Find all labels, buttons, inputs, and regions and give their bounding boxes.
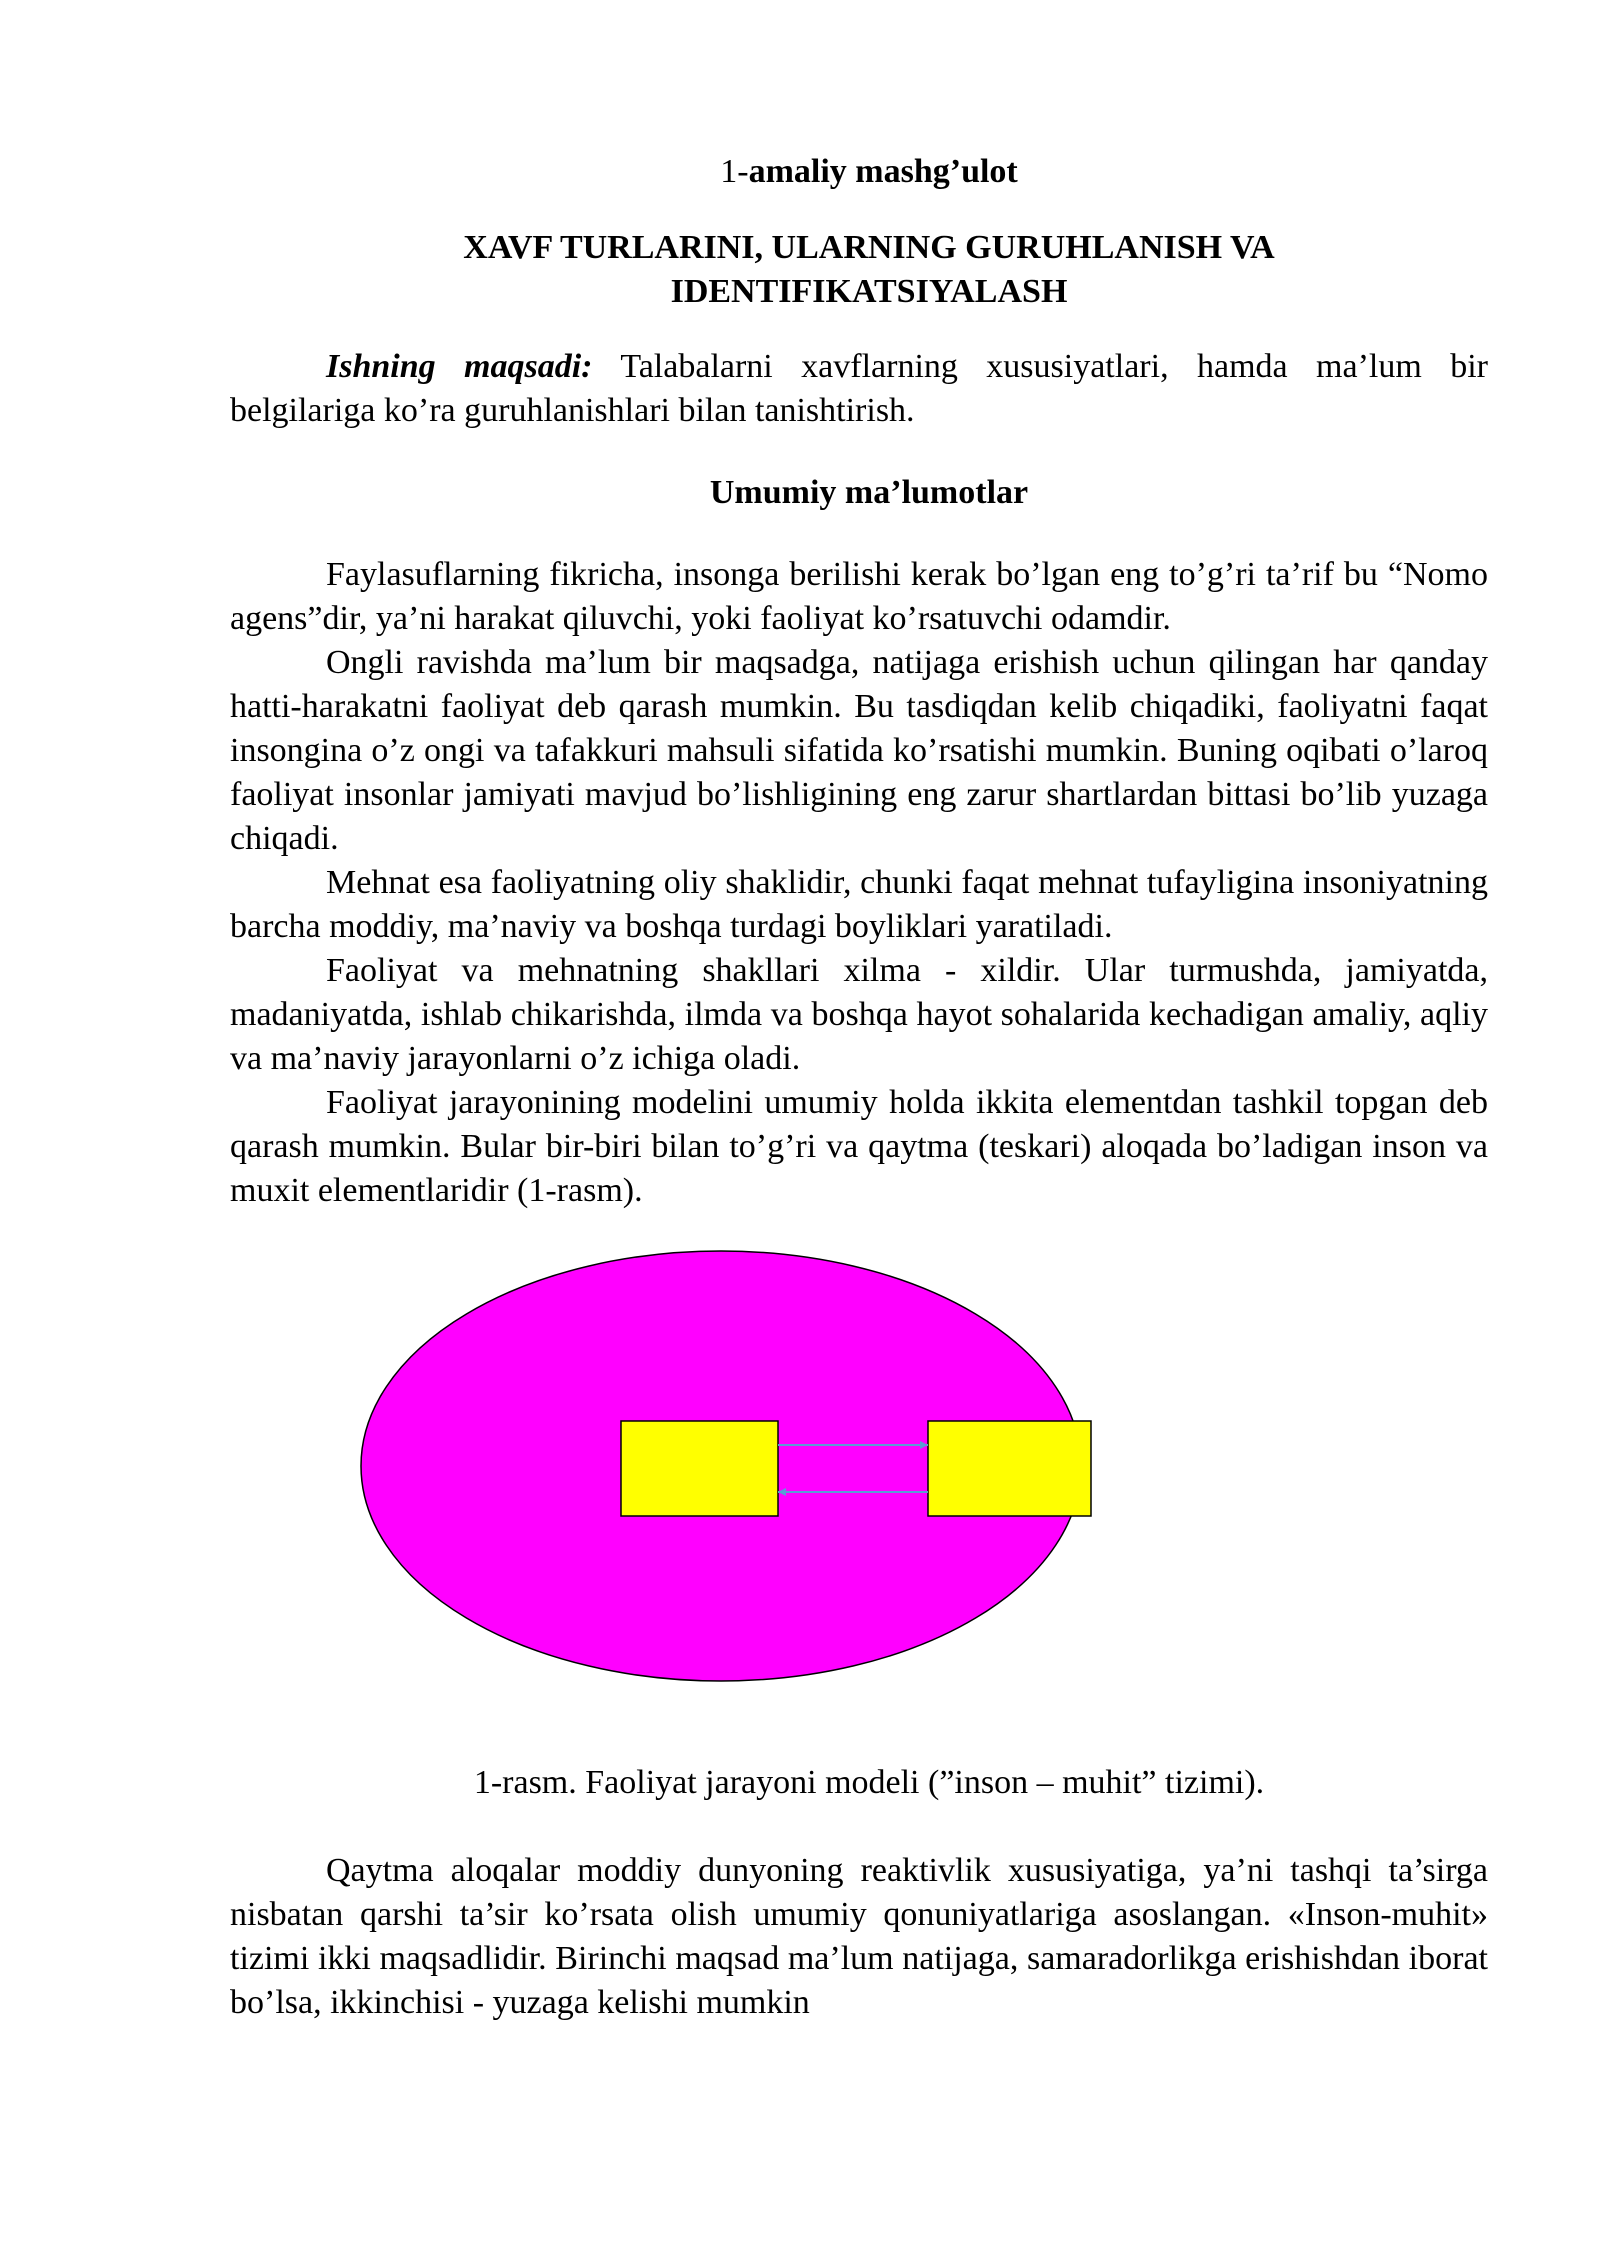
environment-box [928,1421,1091,1516]
body-paragraph-5: Faoliyat jarayonining modelini umumiy holda ikkita elementdan tashkil topgan deb qarash mumkin. Bular bir-biri bilan to’g’ri va qaytma (teskari) aloqada bo’ladigan inson va muxit elementlaridir (1-rasm). [230,1084,1488,1209]
title-line-2: IDENTIFIKATSIYALASH [670,273,1068,310]
figure-diagram [230,1243,1488,1713]
section-heading: Umumiy ma’lumotlar [709,474,1029,511]
document-title [230,226,1488,314]
figure-caption: 1-rasm. Faoliyat jarayoni modeli (”inson – muhit” tizimi). [473,1764,1265,1801]
body-paragraph-2: Ongli ravishda ma’lum bir maqsadga, natijaga erishish uchun qilingan har qanday hatti-harakatni faoliyat deb qarash mumkin. Bu tasdiqdan kelib chiqadiki, faoliyatni faqat insongina o’z ongi va tafakkuri mahsuli sifatida ko’rsatishi mumkin. Buning oqibati o’laroq faoliyat insonlar jamiyati mavjud bo’lishligining eng zarur shartlardan bittasi bo’lib yuzaga chiqadi. [230,644,1488,857]
lesson-number: 1- [720,153,749,190]
title-line-1: XAVF TURLARINI, ULARNING GURUHLANISH VA [463,229,1275,266]
document-page [230,150,1488,2025]
closing-paragraph: Qaytma aloqalar moddiy dunyoning reaktivlik xususiyatiga, ya’ni tashqi ta’sirga nisbatan qarshi ta’sir ko’rsata olish umumiy qonuniyatlariga asoslangan. «Inson-muhit» tizimi ikki maqsadlidir. Birinchi maqsad ma’lum natijaga, samaradorlikga erishishdan iborat bo’lsa, ikkinchisi - yuzaga kelishi mumkin [230,1852,1488,2021]
objective-text: Talabalarni xavflarning xususiyatlari, hamda ma’lum bir belgilariga ko’ra guruhlanishlari bilan tanishtirish. [230,348,1488,429]
lesson-heading [230,150,1488,194]
objective-label: Ishning maqsadi: [326,348,593,385]
body-paragraph-4: Faoliyat va mehnatning shakllari xilma - xildir. Ular turmushda, jamiyatda, madaniyatda, ishlab chikarishda, ilmda va boshqa hayot sohalarida kechadigan amaliy, aqliy va ma’naviy jarayonlarni o’z ichiga oladi. [230,952,1488,1077]
figure-activity-model [230,1243,1488,1713]
human-box [621,1421,778,1516]
body-paragraph-1: Faylasuflarning fikricha, insonga berilishi kerak bo’lgan eng to’g’ri ta’rif bu “Nomo agens”dir, ya’ni harakat qiluvchi, yoki faoliyat ko’rsatuvchi odamdir. [230,556,1488,637]
objective-paragraph [230,345,1488,433]
body-paragraph-3: Mehnat esa faoliyatning oliy shaklidir, chunki faqat mehnat tufayligina insoniyatning barcha moddiy, ma’naviy va boshqa turdagi boyliklari yaratiladi. [230,864,1488,945]
lesson-label: amaliy mashg’ulot [748,153,1018,190]
